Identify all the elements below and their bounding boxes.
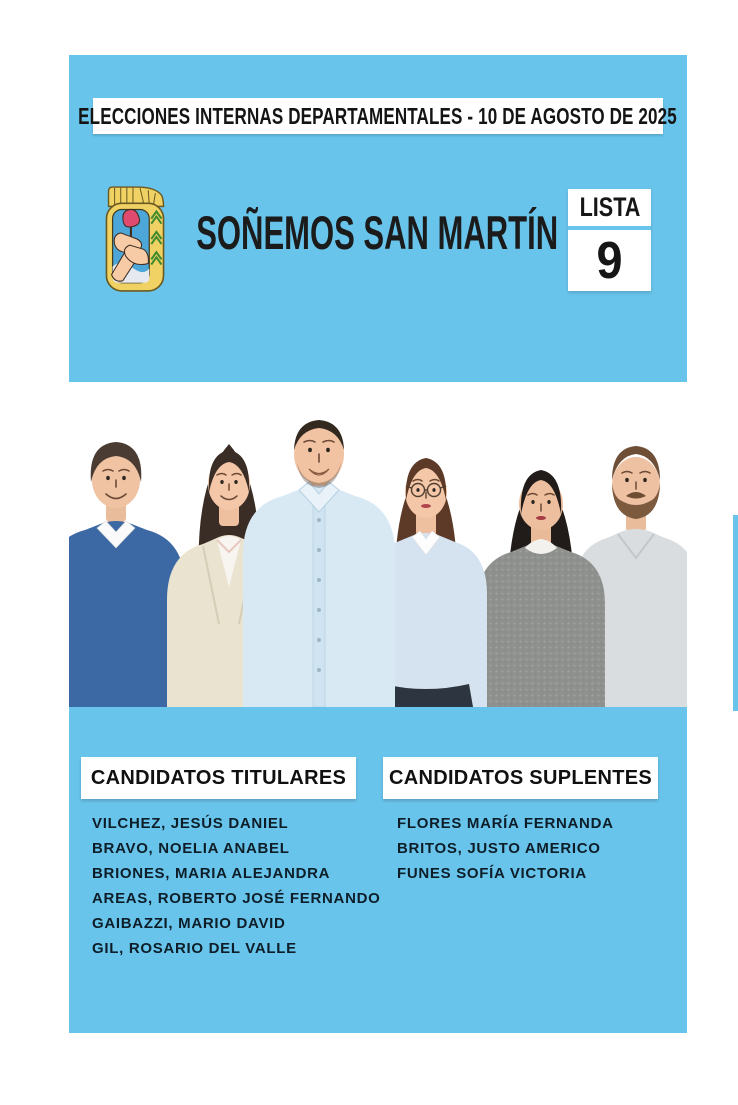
list-title-text: SOÑEMOS SAN MARTÍN xyxy=(196,205,558,259)
suplentes-heading: CANDIDATOS SUPLENTES xyxy=(388,766,653,789)
ballot-card xyxy=(69,55,687,1033)
suplentes-name: BRITOS, JUSTO AMERICO xyxy=(397,840,601,857)
candidate-photo-5 xyxy=(477,470,605,707)
titulares-name: BRAVO, NOELIA ANABEL xyxy=(92,840,290,857)
lista-box xyxy=(568,189,651,291)
suplentes-name-list xyxy=(397,811,614,886)
titulares-name: BRIONES, MARIA ALEJANDRA xyxy=(92,865,331,882)
election-banner xyxy=(78,98,678,134)
titulares-name-list xyxy=(92,811,381,961)
justicialist-shield-icon xyxy=(102,185,168,293)
lista-number-text: 9 xyxy=(596,231,623,290)
election-banner-text: ELECCIONES INTERNAS DEPARTAMENTALES - 10 DE AGOSTO DE 2025 xyxy=(78,102,678,129)
right-edge-blue-sliver xyxy=(733,515,738,711)
lista-label-text: LISTA xyxy=(579,192,640,222)
titulares-name: AREAS, ROBERTO JOSÉ FERNANDO xyxy=(92,890,381,907)
suplentes-name: FUNES SOFÍA VICTORIA xyxy=(397,865,587,882)
lista-number xyxy=(568,230,651,291)
titulares-name: GIL, ROSARIO DEL VALLE xyxy=(92,940,297,957)
titulares-name: GAIBAZZI, MARIO DAVID xyxy=(92,915,286,932)
candidate-photo-3 xyxy=(243,420,395,707)
lista-label xyxy=(568,189,651,230)
suplentes-name: FLORES MARÍA FERNANDA xyxy=(397,815,614,832)
list-title xyxy=(177,201,577,263)
titulares-heading-box xyxy=(81,757,356,799)
suplentes-heading-box xyxy=(383,757,658,799)
candidates-photo-illustration xyxy=(69,382,687,707)
titulares-name: VILCHEZ, JESÚS DANIEL xyxy=(92,815,289,832)
party-logo-icon xyxy=(102,185,168,293)
candidates-photo xyxy=(69,382,687,707)
titulares-heading: CANDIDATOS TITULARES xyxy=(90,766,347,789)
